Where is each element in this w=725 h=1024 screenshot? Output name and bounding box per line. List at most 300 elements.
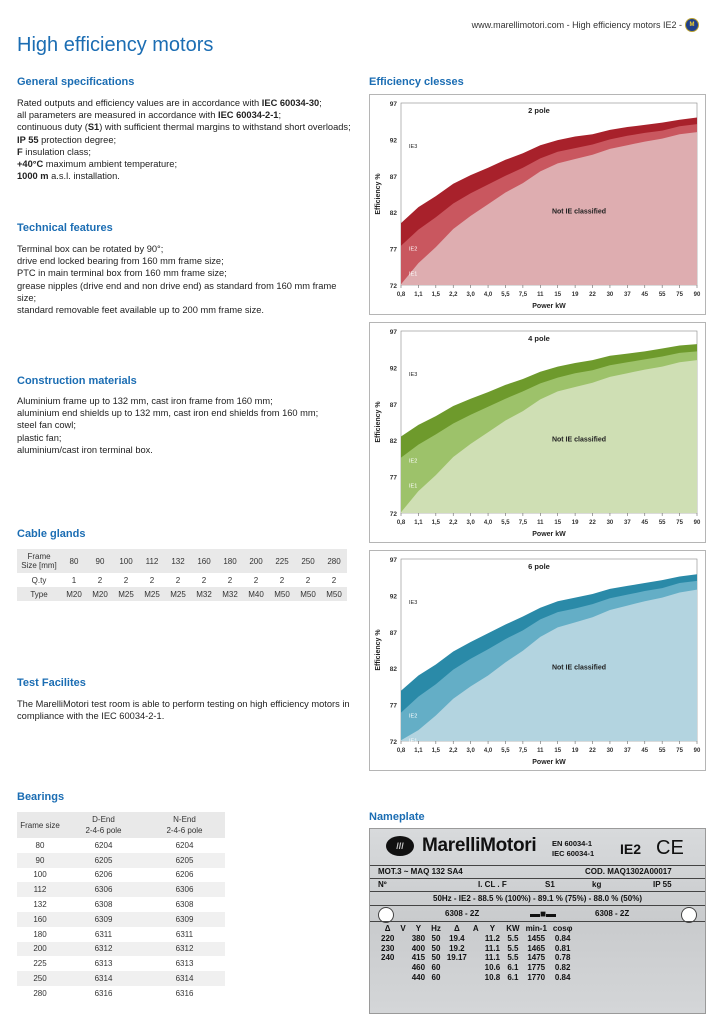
general-specifications-title: General specifications [17, 76, 135, 88]
y-axis-label: Efficiency % [375, 173, 382, 215]
y-tick-label: 97 [389, 329, 397, 336]
construction-materials-text [17, 395, 357, 456]
nameplate-rating-cell [470, 953, 482, 963]
x-tick-label: 90 [693, 520, 701, 526]
bearing-row [17, 986, 225, 1001]
y-tick-label: 77 [389, 474, 397, 482]
cable-qty-cell: 2 [113, 573, 139, 587]
nameplate-title: Nameplate [369, 811, 425, 823]
general-spec-emphasis: +40°C [17, 159, 44, 170]
bearing-row [17, 912, 225, 927]
x-tick-label: 45 [641, 292, 649, 298]
x-tick-label: 45 [641, 748, 649, 754]
nameplate-header-cell: Δ [453, 924, 460, 934]
nameplate-rating-cell: 19.4 [449, 934, 465, 944]
cable-qty-cell: 2 [269, 573, 295, 587]
header-url-text: www.marellimotori.com - High efficiency motors IE2 - [471, 20, 682, 30]
annotation-ie1: IE1 [409, 738, 418, 745]
cable-frame-cell: 225 [269, 549, 295, 573]
nameplate-rating-cell: 5.5 [507, 953, 519, 963]
cable-frame-cell: 90 [87, 549, 113, 573]
cable-qty-cell: 1 [61, 573, 87, 587]
nameplate-header-cell: V [400, 924, 406, 934]
bearing-dend-cell: 6205 [63, 853, 144, 868]
bearing-dend-cell: 6313 [94, 959, 113, 969]
general-spec-line: all parameters are measured in accordance with IEC 60034-2-1; [17, 110, 282, 121]
annotation-not-ie-classified: Not IE classified [551, 208, 607, 216]
bearing-dend-cell: 6308 [94, 900, 113, 910]
annotation-ie3: IE3 [409, 372, 418, 379]
bearing-dend-header [63, 812, 144, 838]
x-tick-label: 55 [658, 520, 666, 526]
x-tick-label: 1,5 [431, 748, 440, 754]
nameplate-rating-cell [378, 963, 397, 973]
nameplate-rating-cell: 380 [411, 934, 426, 944]
cable-qty-cell: 2 [191, 573, 217, 587]
x-tick-label: 2,2 [449, 520, 458, 526]
nameplate-rating-cell: 19.2 [449, 943, 465, 953]
nameplate-rating-cell: 5.5 [507, 943, 519, 953]
nameplate-rating-cell: 240 [381, 953, 395, 963]
bearing-nend-cell: 6314 [144, 971, 225, 986]
nameplate-rating-cell [397, 972, 408, 982]
bearing-dend-sub: 2-4-6 pole [85, 826, 122, 835]
cable-frame-cell: 280 [321, 549, 347, 573]
x-tick-label: 2,2 [449, 292, 458, 298]
y-tick-label: 92 [389, 365, 397, 373]
nameplate-rating-cell: 0.82 [554, 963, 571, 973]
nameplate-header-cell: Y [489, 924, 496, 934]
bearing-nend-cell: 6204 [175, 840, 194, 850]
nameplate-rating-cell: 50 [431, 934, 441, 944]
cable-type-cell: M25 [113, 587, 139, 601]
x-tick-label: 4,0 [483, 748, 493, 754]
nameplate-rating-cell: 0.84 [554, 972, 571, 982]
x-tick-label: 19 [571, 748, 579, 754]
bearing-nend-cell: 6311 [175, 929, 194, 939]
nameplate-rating-cell [397, 943, 408, 953]
nameplate-ip: IP 55 [653, 880, 672, 889]
nameplate-rating-cell: 5.5 [507, 934, 519, 944]
nameplate-rating-cell: 0.84 [554, 934, 571, 944]
bearing-frame-cell: 80 [35, 840, 45, 850]
annotation-not-ie-classified: Not IE classified [551, 664, 607, 672]
x-tick-label: 15 [554, 520, 562, 526]
y-tick-label: 77 [389, 702, 397, 710]
x-tick-label: 19 [571, 520, 579, 526]
bearing-frame-cell: 112 [17, 882, 63, 897]
bearing-nend-sub: 2-4-6 pole [166, 826, 203, 835]
ce-mark-icon: CE [656, 837, 684, 859]
x-tick-label: 4,0 [483, 292, 493, 298]
bearings-table [17, 812, 225, 1001]
x-tick-label: 5,5 [501, 292, 510, 298]
construction-material-line: Aluminium frame up to 132 mm, cast iron frame from 160 mm; [17, 396, 273, 406]
bearing-frame-cell: 90 [17, 853, 63, 868]
cable-type-cell: M50 [321, 587, 347, 601]
y-tick-label: 72 [389, 511, 397, 518]
nameplate-rating-row [378, 963, 575, 973]
nameplate-rating-cell: 1775 [527, 963, 546, 973]
nameplate-rating-cell [470, 963, 482, 973]
marelli-logo-icon: M [685, 18, 699, 32]
header-url [472, 18, 699, 32]
x-tick-label: 75 [676, 520, 683, 526]
marelli-brand-icon: /// [386, 836, 414, 856]
chart-title: 4 pole [528, 334, 550, 343]
annotation-ie2: IE2 [409, 458, 418, 465]
cable-type-cell: M32 [191, 587, 217, 601]
page-title: High efficiency motors [17, 34, 214, 56]
x-axis-label: Power kW [532, 531, 566, 538]
bearing-nend-cell: 6309 [144, 912, 225, 927]
bearing-frame-cell: 160 [17, 912, 63, 927]
x-tick-label: 30 [606, 748, 614, 754]
nameplate-rating-cell: 10.8 [484, 972, 501, 982]
technical-feature-line: drive end locked bearing from 160 mm frame size; [17, 256, 224, 267]
x-tick-label: 19 [571, 292, 579, 298]
nameplate-kg: kg [592, 880, 602, 889]
cable-frame-cell: 132 [165, 549, 191, 573]
nameplate-rating-cell: 400 [411, 943, 426, 953]
bearing-row [17, 971, 225, 986]
x-tick-label: 2,2 [449, 748, 458, 754]
annotation-ie2: IE2 [409, 246, 418, 253]
bearing-dend-cell: 6314 [63, 971, 144, 986]
cable-type-cell: M20 [61, 587, 87, 601]
x-tick-label: 75 [676, 292, 683, 298]
y-tick-label: 87 [389, 629, 397, 637]
x-tick-label: 3,0 [466, 292, 475, 298]
bearing-dend-label: D-End [92, 815, 115, 824]
y-tick-label: 82 [389, 438, 397, 446]
x-tick-label: 55 [658, 292, 666, 298]
bearing-frame-cell: 132 [33, 900, 47, 910]
cable-qty-cell: 2 [217, 573, 243, 587]
nameplate-header-cell: cosφ [552, 924, 573, 934]
x-tick-label: 22 [589, 292, 596, 298]
nameplate-rating-row [378, 934, 575, 944]
technical-feature-line: grease nipples (drive end and non drive end) as standard from 160 mm frame size; [17, 280, 337, 303]
nameplate-rating-cell [397, 953, 408, 963]
bearing-nend-cell: 6308 [175, 900, 194, 910]
technical-features-title: Technical features [17, 222, 113, 234]
x-tick-label: 45 [641, 520, 649, 526]
cable-frame-cell: 180 [217, 549, 243, 573]
cable-type-cell: M50 [295, 587, 321, 601]
y-tick-label: 92 [389, 593, 397, 601]
x-tick-label: 55 [658, 748, 666, 754]
nameplate-rating-cell: 11.1 [484, 953, 501, 963]
cable-frame-size-header: Frame Size [mm] [17, 549, 61, 573]
x-tick-label: 4,0 [483, 520, 493, 526]
y-axis-label: Efficiency % [375, 629, 382, 671]
cable-frame-cell: 112 [139, 549, 165, 573]
nameplate-icl: I. CL . F [478, 880, 507, 889]
nameplate-rating-cell: 50 [431, 943, 441, 953]
x-tick-label: 37 [624, 292, 631, 298]
bearing-dend-cell: 6204 [94, 840, 113, 850]
nameplate-rating-cell: 60 [431, 972, 441, 982]
test-facilities-text [17, 698, 357, 722]
general-spec-line: IP 55 protection degree; [17, 134, 117, 145]
x-axis-label: Power kW [532, 759, 566, 766]
bearing-nend-cell: 6313 [175, 959, 194, 969]
y-axis-label: Efficiency % [375, 401, 382, 443]
nameplate-rating-cell: 6.1 [507, 963, 519, 973]
bearing-row [17, 882, 225, 897]
nameplate-rating-cell: 1455 [527, 934, 546, 944]
nameplate-duty: S1 [545, 880, 555, 889]
general-spec-emphasis: IEC 60034-30 [261, 98, 320, 108]
x-tick-label: 1,1 [414, 520, 423, 526]
bearing-row [17, 838, 225, 853]
cable-type-cell: M25 [165, 587, 191, 601]
efficiency-chart-4-pole [369, 322, 706, 543]
cable-qty-cell: 2 [87, 573, 113, 587]
construction-material-line: aluminium/cast iron terminal box. [17, 444, 153, 455]
x-tick-label: 11 [537, 292, 544, 298]
technical-features-text [17, 243, 357, 316]
bearing-frame-cell: 250 [17, 971, 63, 986]
nameplate-norm-iec: IEC 60034-1 [552, 849, 595, 858]
x-tick-label: 15 [554, 292, 562, 298]
annotation-ie1: IE1 [409, 483, 418, 490]
bearing-dend-cell: 6309 [63, 912, 144, 927]
cable-qty-cell: 2 [165, 573, 191, 587]
cable-type-cell: M20 [87, 587, 113, 601]
annotation-not-ie-classified: Not IE classified [551, 436, 607, 444]
nameplate-header-cell: Y [415, 924, 422, 934]
x-tick-label: 11 [537, 520, 544, 526]
cable-type-cell: M50 [269, 587, 295, 601]
construction-material-line: aluminium end shields up to 132 mm, cast iron end shields from 160 mm; [17, 408, 319, 419]
cable-type-cell: M32 [217, 587, 243, 601]
nameplate-bearing-nde: 6308 - 2Z [595, 909, 630, 918]
nameplate-header-cell: Hz [431, 924, 441, 934]
technical-feature-line: Terminal box can be rotated by 90°; [17, 244, 164, 254]
y-tick-label: 87 [389, 173, 397, 181]
nameplate-rating-cell: 1770 [527, 972, 546, 982]
bearing-frame-cell: 200 [17, 942, 63, 957]
y-tick-label: 82 [389, 666, 397, 674]
x-tick-label: 1,1 [414, 748, 423, 754]
construction-material-line: plastic fan; [17, 432, 62, 443]
bearing-nend-cell: 6206 [175, 870, 194, 880]
nameplate-header-cell: A [472, 924, 479, 934]
nameplate-rating-row [378, 943, 575, 953]
cable-frame-cell: 250 [295, 549, 321, 573]
annotation-ie3: IE3 [409, 600, 418, 607]
nameplate-rating-cell [470, 943, 482, 953]
bearing-row [17, 927, 225, 942]
nameplate-rating-cell: 10.6 [484, 963, 501, 973]
chart-title: 6 pole [528, 562, 550, 571]
x-tick-label: 90 [693, 748, 701, 754]
general-spec-emphasis: IEC 60034-2-1 [218, 110, 279, 121]
nameplate-rating-row [378, 953, 575, 963]
y-tick-label: 82 [389, 210, 397, 218]
x-tick-label: 75 [676, 748, 683, 754]
nameplate-rating-cell: 415 [411, 953, 426, 963]
nameplate-ie-class: IE2 [620, 841, 642, 857]
technical-feature-line: PTC in main terminal box from 160 mm frame size; [17, 268, 227, 279]
cable-qty-cell: 2 [295, 573, 321, 587]
cable-frame-cell: 160 [191, 549, 217, 573]
chart-title: 2 pole [528, 106, 550, 115]
cable-type-cell: M40 [243, 587, 269, 601]
cable-type-cell: M25 [139, 587, 165, 601]
x-tick-label: 0,8 [396, 520, 406, 526]
nameplate-rating-cell [470, 972, 482, 982]
nameplate-norm-en: EN 60034-1 [552, 839, 593, 848]
nameplate-bearing-de: 6308 - 2Z [445, 909, 480, 918]
bearing-frame-cell: 100 [33, 870, 47, 880]
general-spec-line: F insulation class; [17, 146, 91, 157]
nameplate-efficiency-line: 50Hz - IE2 - 88.5 % (100%) - 89.1 % (75%) - 88.0 % (50%) [433, 894, 642, 903]
cable-qty-header: Q.ty [17, 573, 61, 587]
nameplate-rating-cell: 6.1 [507, 972, 519, 982]
x-tick-label: 30 [606, 292, 614, 298]
general-spec-emphasis: IP 55 [17, 134, 39, 145]
x-tick-label: 7,5 [518, 292, 528, 298]
cable-glands-table [17, 549, 347, 601]
x-tick-label: 7,5 [518, 520, 528, 526]
annotation-ie1: IE1 [409, 271, 418, 278]
nameplate-rating-cell: 60 [431, 963, 441, 973]
bearing-nend-cell: 6205 [144, 853, 225, 868]
nameplate-rating-cell: 0.78 [554, 953, 571, 963]
bearing-nend-cell: 6312 [144, 942, 225, 957]
x-tick-label: 5,5 [501, 520, 510, 526]
general-spec-line: +40°C maximum ambient temperature; [17, 159, 178, 170]
nameplate-rating-cell: 1475 [527, 953, 546, 963]
nameplate-rating-cell: 50 [431, 953, 441, 963]
cable-frame-cell: 100 [113, 549, 139, 573]
nameplate-rating-cell: 0.81 [554, 943, 571, 953]
bearing-nend-header [144, 812, 225, 838]
x-tick-label: 11 [537, 748, 544, 754]
bearing-row [17, 942, 225, 957]
general-spec-emphasis: F [17, 146, 23, 157]
nameplate-rating-cell: 220 [381, 934, 395, 944]
nameplate-header-cell: Δ [384, 924, 391, 934]
nameplate-rating-cell [397, 963, 408, 973]
y-tick-label: 72 [389, 739, 397, 746]
bearing-row [17, 956, 225, 971]
x-tick-label: 90 [693, 292, 701, 298]
cable-qty-cell: 2 [321, 573, 347, 587]
cable-type-header: Type [17, 587, 61, 601]
x-axis-label: Power kW [532, 303, 566, 310]
nameplate-rating-cell: 1465 [527, 943, 546, 953]
nameplate-rating-cell [378, 972, 397, 982]
x-tick-label: 1,5 [431, 520, 440, 526]
nameplate-brand-name: MarelliMotori [422, 835, 537, 856]
nameplate-rating-cell: 11.2 [484, 934, 501, 944]
x-tick-label: 3,0 [466, 748, 475, 754]
general-spec-emphasis: S1 [87, 122, 100, 133]
nameplate-rating-row [378, 972, 575, 982]
nameplate-rating-cell [397, 934, 408, 944]
x-tick-label: 0,8 [396, 292, 406, 298]
nameplate-cod: COD. MAQ1302A00017 [585, 867, 672, 876]
annotation-ie2: IE2 [409, 713, 418, 720]
bearing-frame-cell: 225 [33, 959, 47, 969]
cable-frame-cell: 80 [61, 549, 87, 573]
nameplate-norms [552, 839, 594, 859]
y-tick-label: 87 [389, 401, 397, 409]
x-tick-label: 37 [624, 748, 631, 754]
bearing-row [17, 853, 225, 868]
nameplate-header-cell: KW [506, 924, 520, 934]
x-tick-label: 0,8 [396, 748, 406, 754]
test-facilities-title: Test Facilites [17, 677, 86, 689]
x-tick-label: 7,5 [518, 748, 528, 754]
bearing-dend-cell: 6306 [63, 882, 144, 897]
bearing-nend-cell: 6316 [175, 988, 194, 998]
x-tick-label: 22 [589, 520, 596, 526]
test-facilities-line: compliance with the IEC 60034-2-1. [17, 711, 165, 722]
general-specifications-text [17, 97, 357, 182]
nameplate-rating-cell: 230 [381, 943, 395, 953]
bearing-dend-cell: 6206 [94, 870, 113, 880]
nameplate-rating-cell: 460 [411, 963, 426, 973]
nameplate-rating-table [378, 924, 575, 982]
cable-qty-cell: 2 [139, 573, 165, 587]
general-spec-emphasis: 1000 m [17, 171, 49, 182]
nameplate-header-cell: min-1 [525, 924, 547, 934]
nameplate-no-label: Nº [378, 880, 387, 889]
general-spec-line: Rated outputs and efficiency values are in accordance with IEC 60034-30; [17, 98, 322, 108]
y-tick-label: 77 [389, 246, 397, 254]
bearing-dend-cell: 6311 [94, 929, 113, 939]
efficiency-chart-6-pole [369, 550, 706, 771]
bearing-nend-cell: 6306 [144, 882, 225, 897]
cable-glands-title: Cable glands [17, 528, 86, 540]
y-tick-label: 92 [389, 137, 397, 145]
x-tick-label: 1,1 [414, 292, 423, 298]
efficiency-chart-2-pole [369, 94, 706, 315]
bearing-symbol-icon: ▬■▬ [530, 909, 557, 920]
x-tick-label: 15 [554, 748, 562, 754]
nameplate-rating-cell [444, 972, 470, 982]
bearings-title: Bearings [17, 791, 65, 803]
technical-feature-line: standard removable feet available up to 200 mm frame size. [17, 305, 265, 316]
nameplate-rating-cell: 11.1 [484, 943, 501, 953]
bearing-dend-cell: 6316 [94, 988, 113, 998]
nameplate-brand [386, 835, 536, 857]
y-tick-label: 97 [389, 101, 397, 108]
annotation-ie3: IE3 [409, 144, 418, 151]
efficiency-classes-title: Efficiency clesses [369, 76, 464, 88]
x-tick-label: 5,5 [501, 748, 510, 754]
construction-materials-title: Construction materials [17, 375, 137, 387]
cable-frame-cell: 200 [243, 549, 269, 573]
cable-qty-cell: 2 [243, 573, 269, 587]
nameplate-rating-cell [470, 934, 482, 944]
x-tick-label: 30 [606, 520, 614, 526]
bearing-frame-header: Frame size [17, 812, 63, 838]
nameplate-rating-cell: 440 [411, 972, 426, 982]
bearing-frame-cell: 180 [33, 929, 47, 939]
x-tick-label: 1,5 [431, 292, 440, 298]
bearing-row [17, 897, 225, 912]
general-spec-line: 1000 m a.s.l. installation. [17, 171, 120, 182]
x-tick-label: 3,0 [466, 520, 475, 526]
y-tick-label: 72 [389, 283, 397, 290]
x-tick-label: 37 [624, 520, 631, 526]
